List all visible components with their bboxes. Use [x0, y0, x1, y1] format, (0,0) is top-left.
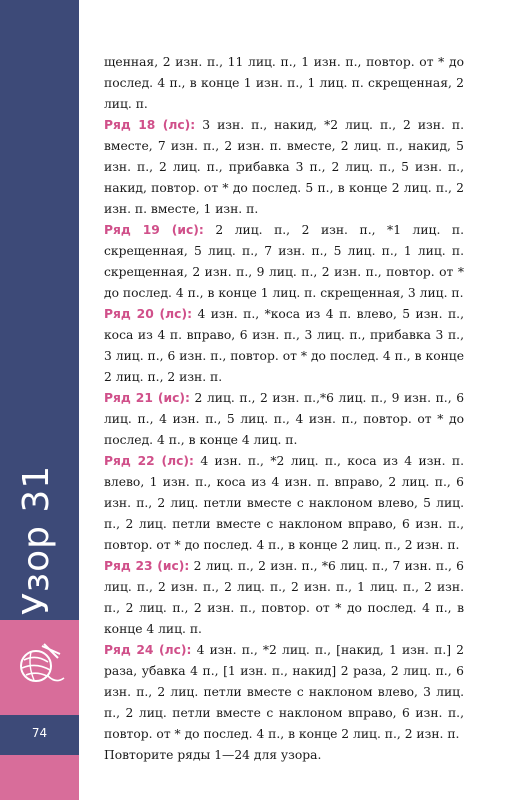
row-18 — [104, 115, 464, 220]
row-text: 2 лиц. п., 2 изн. п., *1 лиц. п. скрещенная, 5 лиц. п., 7 изн. п., 5 лиц. п., 1 лиц. п. скрещенная, 2 изн. п., 9 лиц. п., 2 изн. п., повтор. от * до послед. 4 п., в конце 1 лиц. п. скрещенная, 3 лиц. п. — [104, 223, 465, 300]
row-text: 4 изн. п., *2 лиц. п., [накид, 1 изн. п.] 2 раза, убавка 4 п., [1 изн. п., накид] 2 раза, 2 лиц. п., 6 изн. п., 2 лиц. петли вместе с наклоном влево, 3 лиц. п., 2 лиц. петли вместе с наклоном вправо, 6 изн. п., повтор. от * до послед. 4 п., в конце 2 лиц. п., 2 изн. п. — [104, 643, 464, 741]
intro-paragraph: щенная, 2 изн. п., 11 лиц. п., 1 изн. п., повтор. от * до послед. 4 п., в конце 1 изн. п., 1 лиц. п. скрещенная, 2 лиц. п. — [104, 55, 464, 111]
row-label: Ряд 23 (ис): — [104, 559, 190, 573]
repeat-instruction: Повторите ряды 1—24 для узора. — [104, 748, 322, 762]
row-label: Ряд 19 (ис): — [104, 223, 204, 237]
yarn-ball-icon — [14, 640, 66, 692]
row-text: 4 изн. п., *2 лиц. п., коса из 4 изн. п. влево, 1 изн. п., коса из 4 изн. п. вправо, 2 лиц. п., 6 изн. п., 2 лиц. петли вместе с наклоном влево, 5 лиц. п., 2 лиц. петли вместе с наклоном вправо, 6 изн. п., повтор. от * до послед. 4 п., в конце 2 лиц. п., 2 изн. п. — [104, 454, 464, 552]
row-label: Ряд 24 (лс): — [104, 643, 192, 657]
row-24 — [104, 640, 464, 745]
sidebar — [0, 0, 79, 800]
row-21 — [104, 388, 464, 451]
row-label: Ряд 22 (лс): — [104, 454, 194, 468]
row-19 — [104, 220, 464, 304]
row-text: 4 изн. п., *коса из 4 п. влево, 5 изн. п., коса из 4 п. вправо, 6 изн. п., 3 лиц. п., прибавка 3 п., 3 лиц. п., 6 изн. п., повтор. от * до послед. 4 п., в конце 2 лиц. п., 2 изн. п. — [104, 307, 464, 384]
pattern-title: Узор 31 — [16, 464, 57, 615]
row-label: Ряд 21 (ис): — [104, 391, 190, 405]
row-label: Ряд 18 (лс): — [104, 118, 196, 132]
sidebar-band-bottom — [0, 755, 79, 800]
row-label: Ряд 20 (лс): — [104, 307, 193, 321]
row-22 — [104, 451, 464, 556]
page-number: 74 — [31, 726, 48, 740]
row-text: 3 изн. п., накид, *2 лиц. п., 2 изн. п. вместе, 7 изн. п., 2 изн. п. вместе, 2 лиц. п., накид, 5 изн. п., 2 лиц. п., прибавка 3 п., 2 лиц. п., 5 изн. п., накид, повтор. от * до послед. 5 п., в конце 2 лиц. п., 2 изн. п. вместе, 1 изн. п. — [104, 118, 464, 216]
row-text: 2 лиц. п., 2 изн. п.,*6 лиц. п., 9 изн. п., 6 лиц. п., 4 изн. п., 5 лиц. п., 4 изн. п., повтор. от * до послед. 4 п., в конце 4 лиц. п. — [104, 391, 465, 447]
row-23 — [104, 556, 464, 640]
row-text: 2 лиц. п., 2 изн. п., *6 лиц. п., 7 изн. п., 6 лиц. п., 2 изн. п., 2 лиц. п., 2 изн. п., 1 лиц. п., 2 изн. п., 2 лиц. п., 2 изн. п., повтор. от * до послед. 4 п., в конце 4 лиц. п. — [104, 559, 464, 636]
row-20 — [104, 304, 464, 388]
pattern-instructions — [104, 52, 464, 766]
